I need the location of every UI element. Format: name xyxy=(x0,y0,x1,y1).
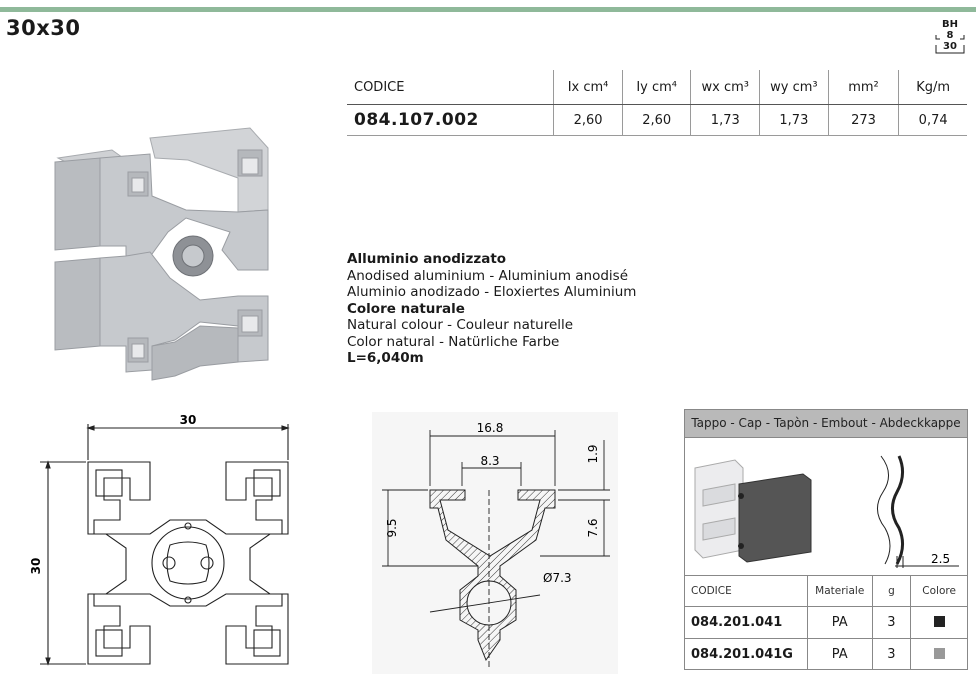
colour-title: Colore naturale xyxy=(347,300,465,317)
bh-badge-mid: 8 xyxy=(946,30,954,41)
dim-16-8-label: 16.8 xyxy=(476,421,504,435)
dim-7-6-label: 7.6 xyxy=(586,518,600,538)
spec-header-cell: wy cm³ xyxy=(760,70,829,105)
spec-value-cell: 2,60 xyxy=(622,105,691,136)
material-line: Aluminio anodizado - Eloxiertes Aluminium xyxy=(347,284,637,300)
bh-badge-top: BH xyxy=(942,19,958,30)
dim-8-3-label: 8.3 xyxy=(480,454,500,468)
spec-header-cell: mm² xyxy=(828,70,899,105)
cap-color-cell xyxy=(911,639,967,671)
colour-line: Natural colour - Couleur naturelle xyxy=(347,317,574,333)
end-cap-illustration xyxy=(685,438,967,574)
dim-diameter-label: Ø7.3 xyxy=(543,571,572,585)
end-cap-row xyxy=(685,607,967,639)
end-cap-title: Tappo - Cap - Tapòn - Embout - Abdeckkappe xyxy=(685,410,967,438)
spec-header-cell: CODICE xyxy=(347,70,554,105)
cap-header-cell: g xyxy=(872,576,911,607)
cross-section-drawing xyxy=(372,412,618,674)
spec-value-cell: 273 xyxy=(828,105,899,136)
cap-thickness-label: 2.5 xyxy=(931,552,951,566)
cap-material-cell: PA xyxy=(807,607,872,639)
spec-value-cell: 2,60 xyxy=(554,105,623,136)
end-cap-table-header xyxy=(685,576,967,607)
dim-9-5-label: 9.5 xyxy=(385,518,399,538)
spec-value-cell: 0,74 xyxy=(899,105,967,136)
cap-weight-cell: 3 xyxy=(872,607,911,639)
spec-header-cell: wx cm³ xyxy=(691,70,760,105)
cap-code-cell: 084.201.041G xyxy=(685,639,807,671)
length-label: L=6,040m xyxy=(347,350,424,366)
cap-material-cell: PA xyxy=(807,639,872,671)
spec-header-cell: Kg/m xyxy=(899,70,967,105)
end-cap-panel xyxy=(684,409,968,670)
cap-weight-cell: 3 xyxy=(872,639,911,671)
material-title: Alluminio anodizzato xyxy=(347,251,507,267)
profile-front-drawing xyxy=(40,424,288,664)
cap-color-cell xyxy=(911,607,967,639)
bh-badge-bottom: 30 xyxy=(943,41,957,52)
end-cap-table xyxy=(685,575,967,670)
color-swatch xyxy=(934,648,945,659)
page-title: 30x30 xyxy=(6,16,81,40)
spec-value-cell: 1,73 xyxy=(760,105,829,136)
dim-1-9-label: 1.9 xyxy=(586,444,600,464)
spec-header-cell: Iy cm⁴ xyxy=(622,70,691,105)
spec-value-cell: 1,73 xyxy=(691,105,760,136)
cap-code-cell: 084.201.041 xyxy=(685,607,807,639)
height-dimension-label: 30 xyxy=(29,557,43,575)
spec-code-cell: 084.107.002 xyxy=(347,105,554,136)
cap-header-cell: Materiale xyxy=(807,576,872,607)
profile-3d-illustration xyxy=(55,128,268,380)
colour-line: Color natural - Natürliche Farbe xyxy=(347,333,560,350)
color-swatch xyxy=(934,616,945,627)
cap-header-cell: Colore xyxy=(911,576,967,607)
width-dimension-label: 30 xyxy=(179,413,197,427)
material-line: Anodised aluminium - Aluminium anodisé xyxy=(347,267,629,284)
cap-header-cell: CODICE xyxy=(685,576,807,607)
spec-header-cell: Ix cm⁴ xyxy=(554,70,623,105)
end-cap-row xyxy=(685,639,967,671)
